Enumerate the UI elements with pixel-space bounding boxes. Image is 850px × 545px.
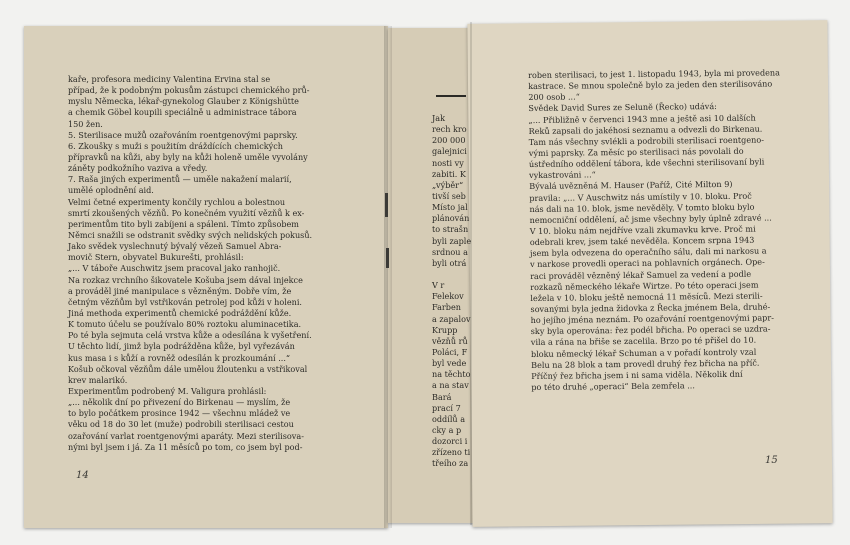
- right-page-text-line: nemocniční oddělení, ač jsme všechny byly úplně zdravé ...: [529, 212, 772, 225]
- staple-top: [385, 193, 388, 217]
- middle-page-text-line: Bará: [432, 391, 452, 402]
- middle-page-text-line: třeího za: [432, 458, 469, 469]
- middle-page-text-line: byli zaple: [432, 235, 472, 246]
- right-page-text-line: Svědek David Sures ze Selunĕ (Řecko) udává:: [528, 101, 717, 114]
- right-page-text-line: Příčný řez břicha jsem i ni sama viděla. Několik dní: [531, 368, 743, 381]
- left-page-text-line: movič Stern, obyvatel Bukurešti, prohlásil:: [68, 252, 244, 263]
- middle-page-text-line: a na stav: [432, 380, 469, 391]
- staple-bottom: [386, 248, 389, 268]
- left-page-text-line: umělé oplodnění aid.: [68, 185, 154, 196]
- right-page-text-line: vými paprsky. Za měsíc po sterilisaci nás povolali do: [528, 145, 744, 158]
- left-page-text-line: Košub očkoval vězňům dále umělou žloutenku a vstřikoval: [68, 363, 308, 374]
- middle-page-text-line: a zapalov: [432, 313, 471, 324]
- left-page-text-line: záněty podkožního vaziva a vředy.: [68, 163, 208, 174]
- middle-page-text-line: byli otrá: [432, 257, 467, 268]
- middle-page-text-line: zřízeno ti: [432, 447, 471, 458]
- left-page-text-line: nými byl jsem i já. Za 11 měsíců po tom, co jsem byl pod-: [68, 441, 303, 452]
- right-page-text: [528, 67, 783, 393]
- left-page-text-line: případ, že k podobným pokusům zástupci chemického prů-: [68, 85, 310, 96]
- left-page-text-line: perimentům tito byli zabíjeni a spáleni. Tímto způsobem: [68, 218, 299, 229]
- middle-page-text-line: na těchto: [432, 369, 471, 380]
- middle-page-text-line: tivší seb: [432, 190, 466, 201]
- left-page-text-line: to bylo počátkem prosince 1942 — všechnu mládež ve: [68, 408, 291, 419]
- middle-page-text-line: zabiti. K: [432, 168, 466, 179]
- right-page-text-line: sky byla operována: řez podél břicha. Po operaci se uzdra-: [530, 323, 771, 337]
- right-page-text-line: kastrace. Se mnou společně bylo za jeden den sterilisováno: [528, 78, 773, 92]
- right-page-text-line: 200 osob ...“: [528, 91, 580, 103]
- middle-page-text-line: 200 000: [432, 135, 466, 146]
- right-page-text-line: „... Přibližně v červenci 1943 mne a ještě asi 10 dalších: [528, 112, 756, 125]
- right-page-number: 15: [765, 455, 778, 466]
- middle-page-text-line: vězňů rů: [432, 335, 468, 346]
- left-page-text-line: smrtí zkoušených vězňů. Po konečném využití vězňů k ex-: [68, 207, 305, 218]
- right-page-text-line: ústředního oddělení tábora, kde všechni sterilisovaní byli: [528, 156, 765, 170]
- left-page-text-line: Jiná methoda experimentů chemické podráždění kůže.: [68, 307, 292, 318]
- right-page-text-line: Belu na 28 blok a tam provedl druhý řez břicha na příč.: [531, 357, 760, 370]
- left-page-number: 14: [76, 470, 89, 481]
- left-page-text-line: 5. Sterilisace mužů ozařováním roentgenovými paprsky.: [68, 129, 298, 140]
- right-page-text-line: Reků zapsali do jakéhosi seznamu a odvezli do Birkenau.: [528, 123, 763, 136]
- right-page-text-line: Tam nás všechny svlékli a podrobili sterilisaci roentgeno-: [528, 134, 764, 147]
- left-page-text-line: K tomuto účelu se používalo 80% roztoku aluminacetika.: [68, 319, 302, 330]
- right-page-text-line: raci prováděl vězněný lékař Samuel za vedení a podle: [530, 268, 752, 281]
- left-page-text-line: přípravků na kůži, aby byly na kůži holeně uměle vyvolány: [68, 151, 308, 162]
- middle-page-text: [432, 113, 471, 470]
- middle-page-text-line: Místo jal: [432, 202, 468, 213]
- middle-page-text-line: Krupp: [432, 324, 458, 335]
- middle-page-text-line: dozorci i: [432, 436, 468, 447]
- left-page-text-line: „... několik dní po přivezení do Birkenau — myslím, že: [68, 397, 291, 408]
- right-page-text-line: ho jejího jména neznám. Po ozařování roentgenovými papr-: [530, 312, 774, 326]
- left-page-text-line: Velmi četné experimenty končily rychlou a bolestnou: [68, 196, 286, 207]
- right-page-text-line: vila a rána na břiše se zacelila. Brzo po té přišel do 10.: [530, 335, 757, 348]
- middle-page-text-line: rech kro: [432, 124, 467, 135]
- right-page-text-line: odebrali krev, jsem také nevěděla. Koncem srpna 1943: [529, 234, 755, 248]
- middle-page-text-line: V r: [432, 280, 445, 291]
- left-page-text-line: krev malarikó.: [68, 374, 128, 385]
- middle-page-text-line: galejnici: [432, 146, 467, 157]
- right-page-text-line: Bývalá uvězněná M. Hauser (Paříž, Cité Milton 9): [529, 179, 733, 192]
- middle-page-text-line: srdnou a: [432, 246, 468, 257]
- middle-page-text-line: byl vede: [432, 358, 467, 369]
- right-page-text-line: sovanými byla jedna židovka z Řecka jménem Bela, druhé-: [530, 301, 771, 314]
- middle-page-text-line: „výběr“: [432, 179, 464, 190]
- left-page-text-line: a chemik Göbel koupili speciálně u administrace tábora: [68, 107, 297, 118]
- left-page-text-line: Němci snažili se odstranit svědky svých nelidských pokusů.: [68, 229, 313, 240]
- middle-page-text-line: Poláci, F: [432, 346, 468, 357]
- section-rule: [436, 95, 466, 97]
- left-page-text: [68, 74, 312, 453]
- middle-page-text-line: Farben: [432, 302, 461, 313]
- right-page-text-line: po této druhé „operaci“ Bela zemřela ...: [531, 380, 695, 392]
- left-page-text-line: Jako svědek vyslechnutý bývalý vězeň Samuel Abra-: [68, 241, 282, 252]
- left-page-text-line: 150 žen.: [68, 118, 103, 129]
- left-page-text-line: Po té byla sejmuta celá vrstva kůže a odesílána k vyšetření.: [68, 330, 312, 341]
- right-page-text-line: v narkose provedli operaci na pohlavních orgánech. Ope-: [529, 256, 765, 270]
- left-page-text-line: 6. Zkoušky s muži s použitím dráždících chemických: [68, 140, 283, 151]
- left-page-text-line: Na rozkaz vrchního šikovatele Košuba jsem dával injekce: [68, 274, 303, 285]
- left-page-text-line: četným vězňům byl vstřikován petrolej pod kůži v holeni.: [68, 296, 302, 307]
- right-page-text-line: jsem byla odvezena do operačního sálu, dali mi narkosu a: [529, 245, 767, 259]
- middle-page-text-line: plánován: [432, 213, 470, 224]
- middle-page-text-line: oddílů a: [432, 413, 466, 424]
- right-page-text-line: rozkazů německého lékaře Wirtze. Po této operaci jsem: [530, 279, 759, 292]
- right-page-text-line: V 10. bloku nám nejdříve vzali zkumavku krve. Proč mi: [529, 223, 756, 236]
- middle-page-text-line: prací 7: [432, 402, 461, 413]
- book-spine: [384, 26, 392, 528]
- middle-page-text-line: to strašn: [432, 224, 469, 235]
- middle-page-text-line: cky a p: [432, 424, 462, 435]
- left-page-text-line: U těchto lidí, jimž byla podrážděna kůže, byl vyřezáván: [68, 341, 295, 352]
- left-page-text-line: Experimentům podrobený M. Valigura prohlásil:: [68, 385, 267, 396]
- left-page-text-line: kus masa i s kůží a rovněž odesílán k prozkoumání ...“: [68, 352, 291, 363]
- left-page-text-line: kaře, profesora mediciny Valentina Ervina stal se: [68, 74, 271, 84]
- middle-page-text-line: nosti vy: [432, 157, 464, 168]
- left-page-text-line: a prováděl jiné manipulace s vězněným. Dobře vím, že: [68, 285, 292, 296]
- left-page-text-line: myslu Německa, lékař-gynekolog Glauber z Königshütte: [68, 96, 299, 107]
- right-page-text-line: nás dali na 10. blok, jsme nevěděly. V tomto bloku bylo: [529, 201, 755, 214]
- middle-page-text-line: Jak: [432, 113, 445, 123]
- middle-page-text-line: [432, 269, 471, 280]
- right-page-text-line: pravila: „... V Auschwitz nás umístily v 10. bloku. Proč: [529, 190, 752, 203]
- right-page-text-line: bloku německý lékař Schuman a v pořadí kontroly vzal: [530, 346, 757, 359]
- right-page-text-line: roben sterilisaci, to jest 1. listopadu 1943, byla mi provedena: [528, 67, 780, 80]
- right-page-text-line: vykastrováni ...“: [529, 169, 596, 181]
- left-page-text-line: věku od 18 do 30 let (muže) podrobili sterilisaci cestou: [68, 419, 294, 430]
- left-page-text-line: 7. Raša jiných experimentů — uměle nakažení malarií,: [68, 174, 292, 185]
- right-page-text-line: ležela v 10. bloku ještě nemocná 11 měsíců. Mezi sterili-: [530, 290, 763, 303]
- left-page-text-line: ozařování varlat roentgenovými aparáty. Mezi sterilisova-: [68, 430, 304, 441]
- middle-page-text-line: Felekov: [432, 291, 464, 302]
- left-page-text-line: „... V táboře Auschwitz jsem pracoval jako ranhojič.: [68, 263, 281, 274]
